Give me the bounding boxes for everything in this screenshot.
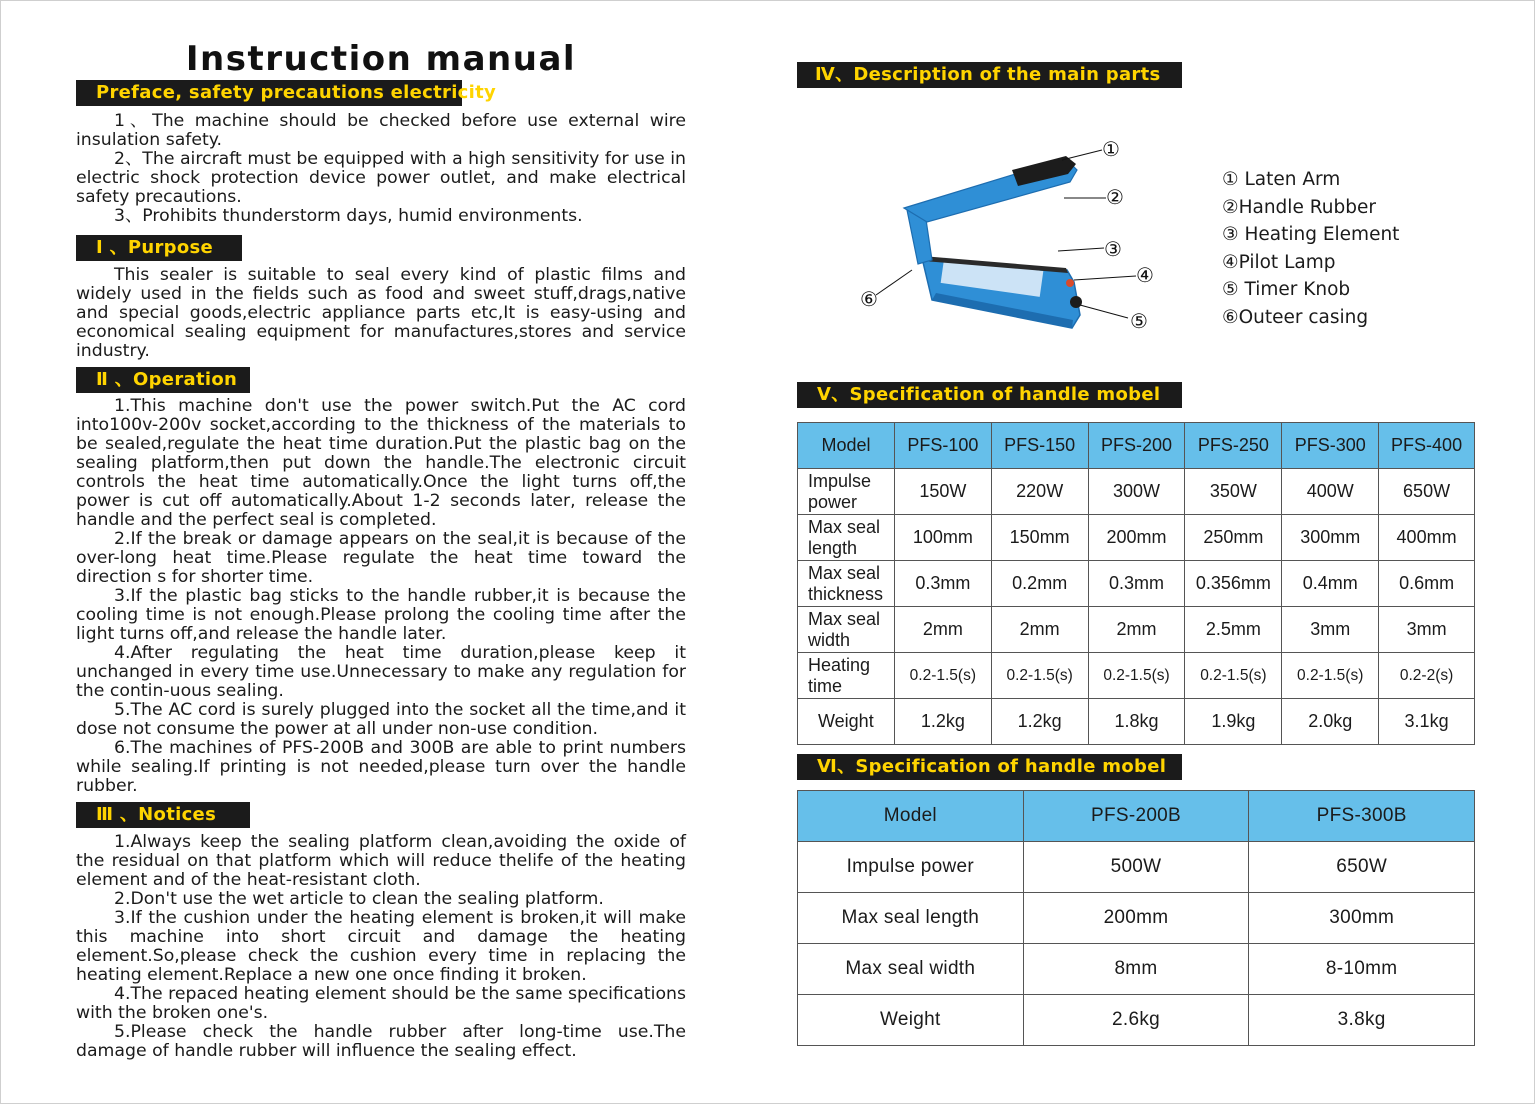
table-row xyxy=(798,561,1475,607)
row-label: Heating time xyxy=(798,653,895,699)
callout-1: ① xyxy=(1102,137,1120,161)
table-cell: 2.5mm xyxy=(1185,607,1282,653)
operation-item: 5.The AC cord is surely plugged into the socket all the time,and it dose not consume the power at all under non-use condition. xyxy=(76,700,686,739)
parts-item: ① Laten Arm xyxy=(1222,169,1341,190)
table-row xyxy=(798,653,1475,699)
table-cell: 0.2-1.5(s) xyxy=(894,653,991,699)
operation-item: 2.If the break or damage appears on the seal,it is because of the over-long heat time.Please regulate the heat time toward the direction s for shorter time. xyxy=(76,529,686,587)
header-cell: PFS-200B xyxy=(1023,791,1249,842)
table-cell: 3.1kg xyxy=(1379,699,1475,745)
table-cell: 1.2kg xyxy=(991,699,1088,745)
table-row xyxy=(798,944,1475,995)
table-cell: 0.4mm xyxy=(1282,561,1379,607)
table-cell: 8mm xyxy=(1023,944,1249,995)
row-label: Weight xyxy=(798,995,1024,1046)
notice-item: 2.Don't use the wet article to clean the sealing platform. xyxy=(114,889,604,909)
table-header-row xyxy=(798,423,1475,469)
operation-item: 1.This machine don't use the power switch.Put the AC cord into100v-200v socket,according to the thickness of the materials to be sealed,regulate the heat time duration.Put the plastic bag on the sealing platform,then put down the handle.The electronic circuit controls the heat time automatically.Once the light turns off,the power is cut off automatically.About 1-2 seconds later, release the handle and the perfect seal is completed. xyxy=(76,396,686,530)
header-cell: PFS-150 xyxy=(991,423,1088,469)
spec-table-printing xyxy=(797,790,1475,1046)
section-heading-notices: Ⅲ 、Notices xyxy=(76,802,250,828)
header-cell: PFS-100 xyxy=(894,423,991,469)
table-cell: 2.0kg xyxy=(1282,699,1379,745)
table-cell: 2mm xyxy=(991,607,1088,653)
header-cell: PFS-200 xyxy=(1088,423,1185,469)
table-row xyxy=(798,893,1475,944)
preface-item: 2、The aircraft must be equipped with a high sensitivity for use in electric shock protection device power outlet, and make electrical safety precautions. xyxy=(76,149,686,207)
table-cell: 1.2kg xyxy=(894,699,991,745)
table-cell: 0.6mm xyxy=(1379,561,1475,607)
header-cell: PFS-300B xyxy=(1249,791,1475,842)
table-cell: 400mm xyxy=(1379,515,1475,561)
table-cell: 0.2-1.5(s) xyxy=(1185,653,1282,699)
table-cell: 0.3mm xyxy=(1088,561,1185,607)
row-label: Impulse power xyxy=(798,842,1024,893)
parts-list xyxy=(1222,166,1399,331)
table-header-row xyxy=(798,791,1475,842)
header-cell: Model xyxy=(798,791,1024,842)
purpose-body xyxy=(76,266,686,361)
table-cell: 300mm xyxy=(1282,515,1379,561)
table-cell: 8-10mm xyxy=(1249,944,1475,995)
parts-item: ④Pilot Lamp xyxy=(1222,251,1336,273)
section-heading-spec2: Ⅵ、Specification of handle mobel xyxy=(797,754,1182,780)
row-label: Max seal length xyxy=(798,515,895,561)
row-label: Impulse power xyxy=(798,469,895,515)
page-title: Instruction manual xyxy=(185,39,577,79)
table-cell: 500W xyxy=(1023,842,1249,893)
table-cell: 250mm xyxy=(1185,515,1282,561)
table-cell: 1.8kg xyxy=(1088,699,1185,745)
table-cell: 0.356mm xyxy=(1185,561,1282,607)
notice-item: 3.If the cushion under the heating element is broken,it will make this machine into short circuit and damage the heating element.So,please check the cushion every time in replacing the heating element.Replace a new one once finding it broken. xyxy=(76,908,686,985)
pilot-lamp xyxy=(1066,279,1074,287)
row-label: Max seal thickness xyxy=(798,561,895,607)
table-cell: 2.6kg xyxy=(1023,995,1249,1046)
table-row xyxy=(798,842,1475,893)
table-cell: 0.2mm xyxy=(991,561,1088,607)
preface-item: 3、Prohibits thunderstorm days, humid environments. xyxy=(114,206,583,226)
operation-list xyxy=(76,397,686,796)
table-cell: 3mm xyxy=(1282,607,1379,653)
section-heading-purpose: Ⅰ 、Purpose xyxy=(76,235,242,261)
row-label: Max seal width xyxy=(798,607,895,653)
table-cell: 2mm xyxy=(1088,607,1185,653)
callout-3: ③ xyxy=(1104,237,1122,261)
section-heading-spec1: Ⅴ、Specification of handle mobel xyxy=(797,382,1182,408)
callout-6: ⑥ xyxy=(860,287,878,311)
parts-item: ⑥Outeer casing xyxy=(1222,306,1369,328)
header-cell: Model xyxy=(798,423,895,469)
callout-5: ⑤ xyxy=(1130,309,1148,333)
table-cell: 0.2-2(s) xyxy=(1379,653,1475,699)
row-label: Weight xyxy=(798,699,895,745)
table-cell: 0.3mm xyxy=(894,561,991,607)
callout-2: ② xyxy=(1106,185,1124,209)
spec-table-standard xyxy=(797,422,1475,745)
notice-item: 5.Please check the handle rubber after long-time use.The damage of handle rubber will influence the sealing effect. xyxy=(76,1022,686,1061)
row-label: Max seal length xyxy=(798,893,1024,944)
table-cell: 0.2-1.5(s) xyxy=(991,653,1088,699)
parts-item: ②Handle Rubber xyxy=(1222,196,1376,218)
table-cell: 2mm xyxy=(894,607,991,653)
table-row xyxy=(798,699,1475,745)
table-cell: 220W xyxy=(991,469,1088,515)
table-cell: 0.2-1.5(s) xyxy=(1088,653,1185,699)
operation-item: 3.If the plastic bag sticks to the handle rubber,it is because the cooling time is not enough.Please prolong the cooling time after the light turns off,and release the handle later. xyxy=(76,586,686,644)
section-heading-preface: Preface, safety precautions electricity xyxy=(76,80,462,106)
table-cell: 650W xyxy=(1379,469,1475,515)
table-cell: 300W xyxy=(1088,469,1185,515)
row-label: Max seal width xyxy=(798,944,1024,995)
table-cell: 200mm xyxy=(1023,893,1249,944)
table-cell: 1.9kg xyxy=(1185,699,1282,745)
section-heading-operation: Ⅱ 、Operation xyxy=(76,367,250,393)
parts-item: ⑤ Timer Knob xyxy=(1222,279,1351,300)
table-cell: 100mm xyxy=(894,515,991,561)
header-cell: PFS-400 xyxy=(1379,423,1475,469)
table-row xyxy=(798,515,1475,561)
section-heading-parts: Ⅳ、Description of the main parts xyxy=(797,62,1182,88)
table-cell: 400W xyxy=(1282,469,1379,515)
notice-item: 4.The repaced heating element should be the same specifications with the broken one's. xyxy=(76,984,686,1023)
table-row xyxy=(798,469,1475,515)
notices-list xyxy=(76,833,686,1061)
table-row xyxy=(798,995,1475,1046)
preface-item: 1、The machine should be checked before use external wire insulation safety. xyxy=(76,111,686,150)
header-cell: PFS-300 xyxy=(1282,423,1379,469)
operation-item: 6.The machines of PFS-200B and 300B are able to print numbers while sealing.If printing is not needed,please turn over the handle rubber. xyxy=(76,738,686,796)
left-column xyxy=(76,38,686,1061)
operation-item: 4.After regulating the heat time duration,please keep it unchanged in every time use.Unnecessary to make any regulation for the contin-uous sealing. xyxy=(76,643,686,701)
header-cell: PFS-250 xyxy=(1185,423,1282,469)
table-cell: 300mm xyxy=(1249,893,1475,944)
parts-item: ③ Heating Element xyxy=(1222,224,1400,245)
table-cell: 650W xyxy=(1249,842,1475,893)
table-cell: 0.2-1.5(s) xyxy=(1282,653,1379,699)
preface-list xyxy=(76,112,686,226)
notice-item: 1.Always keep the sealing platform clean,avoiding the oxide of the residual on that platform which will reduce thelife of the heating element and of the heat-resistant cloth. xyxy=(76,832,686,890)
sealer-illustration xyxy=(852,130,1172,340)
table-row xyxy=(798,607,1475,653)
table-cell: 3.8kg xyxy=(1249,995,1475,1046)
purpose-text: This sealer is suitable to seal every kind of plastic films and widely used in the fields such as food and sweet stuff,drags,native and special goods,electric appliance parts etc,It is easy-using and economical sealing equipment for manufactures,stores and service industry. xyxy=(76,265,686,361)
callout-4: ④ xyxy=(1136,263,1154,287)
table-cell: 150W xyxy=(894,469,991,515)
table-cell: 150mm xyxy=(991,515,1088,561)
timer-knob xyxy=(1070,296,1082,308)
table-cell: 3mm xyxy=(1379,607,1475,653)
table-cell: 200mm xyxy=(1088,515,1185,561)
table-cell: 350W xyxy=(1185,469,1282,515)
